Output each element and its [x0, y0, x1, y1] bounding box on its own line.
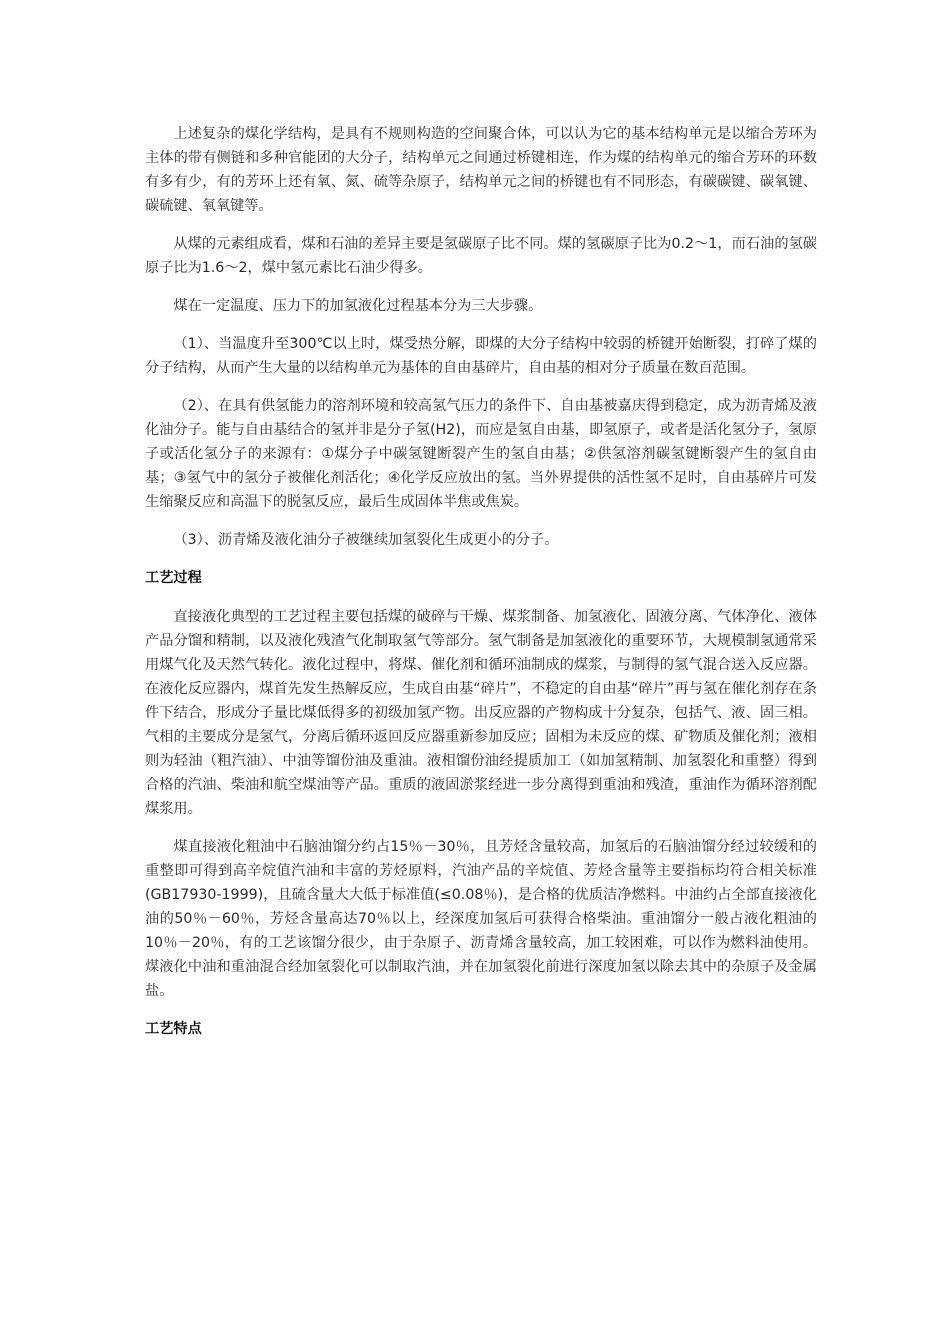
paragraph-step-2: （2）、在具有供氢能力的溶剂环境和较高氢气压力的条件下、自由基被嘉庆得到稳定，成为沥青烯及液化油分子。能与自由基结合的氢并非是分子氢(H2)，而应是氢自由基，即氢原子，或者是活化氢分子，氢原子或活化氢分子的来源有：①煤分子中碳氢键断裂产生的氢自由基；②供氢溶剂碳氢键断裂产生的氢自由基；③氢气中的氢分子被催化剂活化；④化学反应放出的氢。当外界提供的活性氢不足时，自由基碎片可发生缩聚反应和高温下的脱氢反应，最后生成固体半焦或焦炭。: [145, 398, 817, 510]
paragraph-step-1: （1）、当温度升至300℃以上时，煤受热分解，即煤的大分子结构中较弱的桥键开始断裂，打碎了煤的分子结构，从而产生大量的以结构单元为基体的自由基碎片，自由基的相对分子质量在数百范围。: [145, 336, 817, 376]
section-heading-process: 工艺过程: [145, 570, 202, 586]
paragraph-hydrogen-carbon-ratio: 从煤的元素组成看，煤和石油的差异主要是氢碳原子比不同。煤的氢碳原子比为0.2～1，而石油的氢碳原子比为1.6～2，煤中氢元素比石油少得多。: [145, 236, 817, 276]
paragraph-process-overview: 直接液化典型的工艺过程主要包括煤的破碎与干燥、煤浆制备、加氢液化、固液分离、气体净化、液体产品分馏和精制，以及液化残渣气化制取氢气等部分。氢气制备是加氢液化的重要环节，大规模制氢通常采用煤气化及天然气转化。液化过程中，将煤、催化剂和循环油制成的煤浆，与制得的氢气混合送入反应器。在液化反应器内，煤首先发生热解反应，生成自由基“碎片”，不稳定的自由基“碎片”再与氢在催化剂存在条件下结合，形成分子量比煤低得多的初级加氢产物。出反应器的产物构成十分复杂，包括气、液、固三相。气相的主要成分是氢气，分离后循环返回反应器重新参加反应；固相为未反应的煤、矿物质及催化剂；液相则为轻油（粗汽油）、中油等馏份油及重油。液相馏份油经提质加工（如加氢精制、加氢裂化和重整）得到合格的汽油、柴油和航空煤油等产品。重质的液固淤浆经进一步分离得到重油和残渣，重油作为循环溶剂配煤浆用。: [145, 609, 817, 817]
paragraph-three-steps: 煤在一定温度、压力下的加氢液化过程基本分为三大步骤。: [173, 298, 543, 314]
paragraph-crude-oil-fractions: 煤直接液化粗油中石脑油馏分约占15％－30％，且芳烃含量较高，加氢后的石脑油馏分经过较缓和的重整即可得到高辛烷值汽油和丰富的芳烃原料，汽油产品的辛烷值、芳烃含量等主要指标均符合相关标准(GB17930-1999)，且硫含量大大低于标准值(≤0.08％)，是合格的优质洁净燃料。中油约占全部直接液化油的50％－60％，芳烃含量高达70％以上，经深度加氢后可获得合格柴油。重油馏分一般占液化粗油的10％－20％，有的工艺该馏分很少，由于杂原子、沥青烯含量较高，加工较困难，可以作为燃料油使用。煤液化中油和重油混合经加氢裂化可以制取汽油，并在加氢裂化前进行深度加氢以除去其中的杂原子及金属盐。: [145, 839, 818, 999]
section-heading-features: 工艺特点: [145, 1021, 202, 1037]
paragraph-step-3: （3）、沥青烯及液化油分子被继续加氢裂化生成更小的分子。: [173, 532, 559, 548]
paragraph-coal-structure: 上述复杂的煤化学结构，是具有不规则构造的空间聚合体，可以认为它的基本结构单元是以缩合芳环为主体的带有侧链和多种官能团的大分子，结构单元之间通过桥键相连，作为煤的结构单元的缩合芳环的环数有多有少，有的芳环上还有氧、氮、硫等杂原子，结构单元之间的桥键也有不同形态，有碳碳键、碳氧键、碳硫键、氧氧键等。: [145, 126, 817, 214]
document-page: [145, 122, 817, 1056]
